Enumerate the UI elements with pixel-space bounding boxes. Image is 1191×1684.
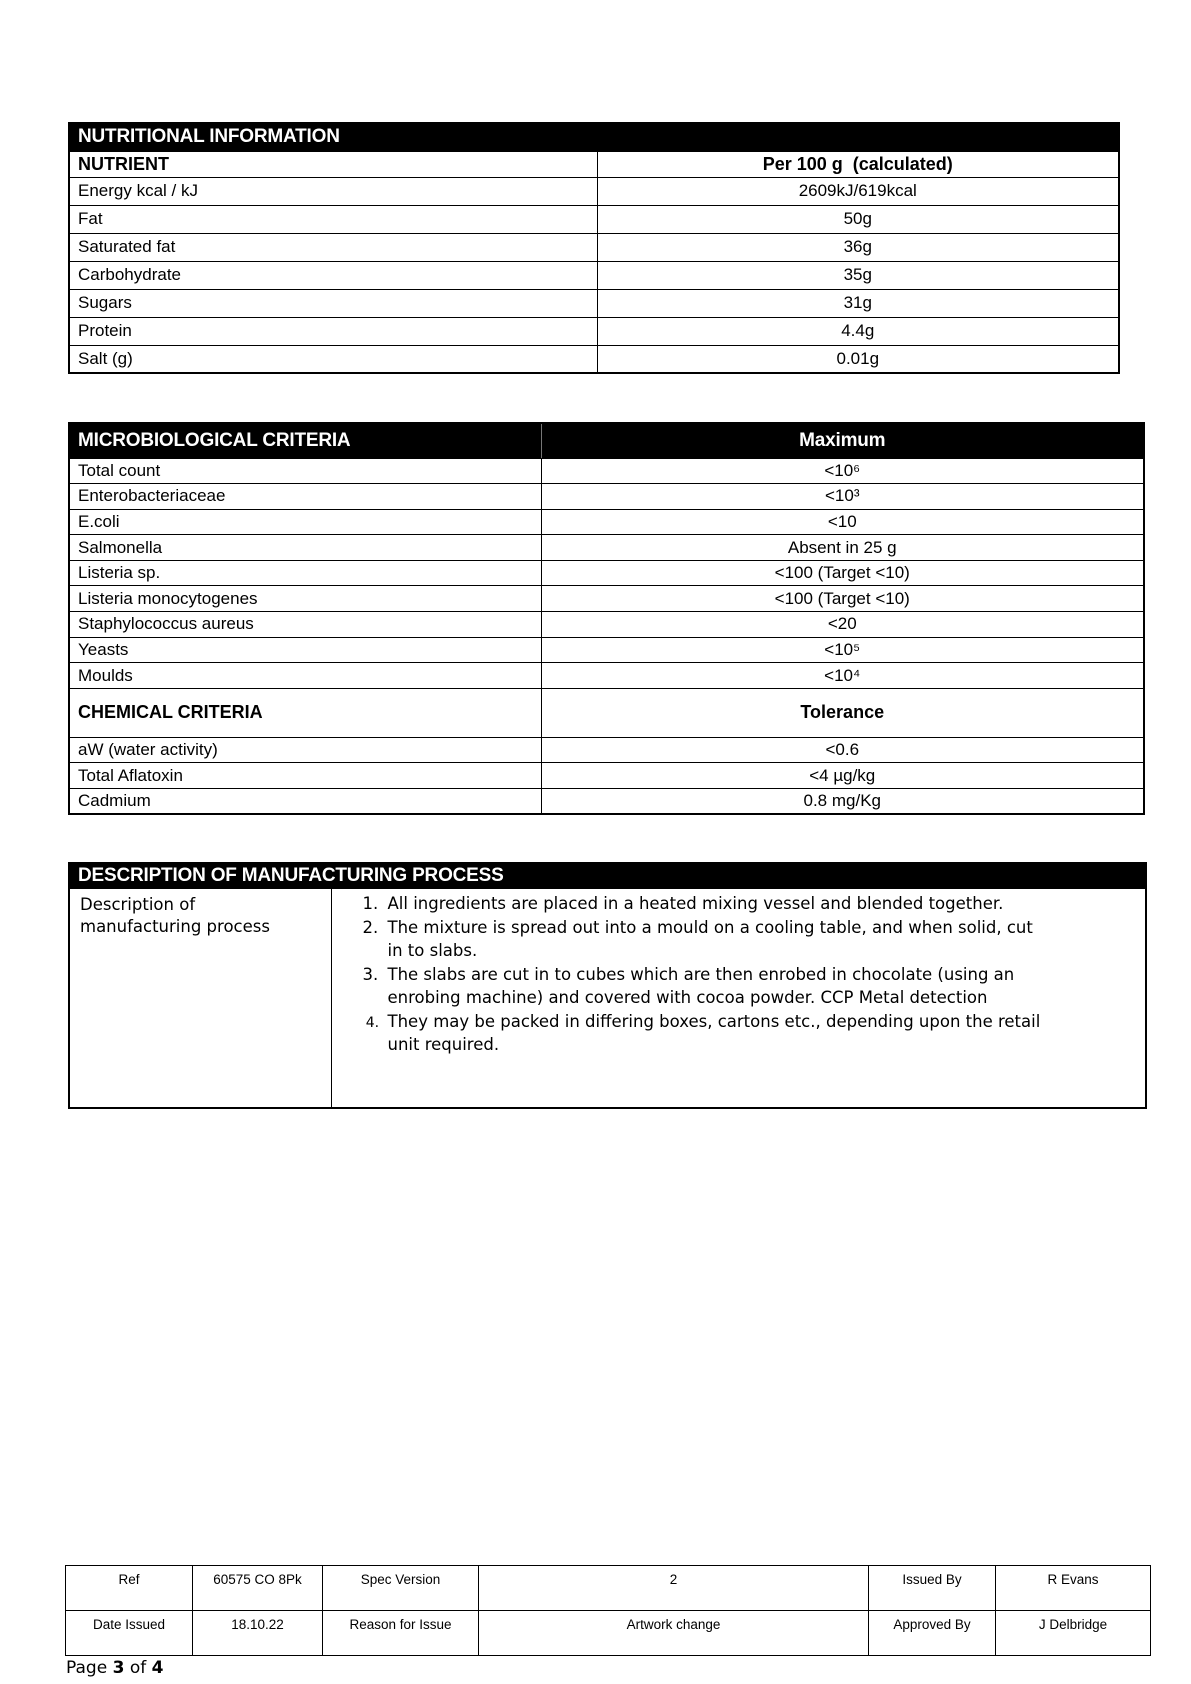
micro-table-header-bar	[69, 423, 1144, 458]
criterion-value: <10	[541, 509, 1144, 535]
ref-value: 60575 CO 8Pk	[193, 1566, 323, 1611]
table-row	[66, 1566, 1151, 1611]
nutrient-column-header: NUTRIENT	[69, 151, 597, 177]
criterion-value: <10⁶	[541, 458, 1144, 484]
process-step: 4. They may be packed in differing boxes, cartons etc., depending upon the retail unit required.	[384, 1010, 1050, 1056]
table-row	[66, 1611, 1151, 1656]
nutrient-name: Sugars	[69, 289, 597, 317]
table-row	[69, 205, 1119, 233]
reason-for-issue-label: Reason for Issue	[323, 1611, 479, 1656]
criterion-value: <100 (Target <10)	[541, 586, 1144, 612]
chemical-criteria-title: CHEMICAL CRITERIA	[69, 688, 541, 737]
microbiological-criteria-table	[68, 422, 1145, 815]
nutrient-name: Salt (g)	[69, 345, 597, 373]
nutrient-name: Fat	[69, 205, 597, 233]
approved-by-label: Approved By	[869, 1611, 996, 1656]
criterion-name: Listeria monocytogenes	[69, 586, 541, 612]
criterion-name: Enterobacteriaceae	[69, 484, 541, 510]
table-row	[69, 612, 1144, 638]
table-row	[69, 763, 1144, 789]
process-steps-list	[338, 892, 1050, 1056]
page-indicator-current: 3	[112, 1658, 125, 1678]
tolerance-column-header: Tolerance	[541, 688, 1144, 737]
nutrient-name: Energy kcal / kJ	[69, 177, 597, 205]
process-row-label: Description of manufacturing process	[69, 889, 331, 1108]
page-indicator-total: 4	[151, 1658, 164, 1678]
process-step: 2. The mixture is spread out into a mould on a cooling table, and when solid, cut in to slabs.	[384, 916, 1050, 962]
table-row	[69, 560, 1144, 586]
chemical-criteria-header-row	[69, 688, 1144, 737]
spec-version-label: Spec Version	[323, 1566, 479, 1611]
criterion-name: Total Aflatoxin	[69, 763, 541, 789]
table-row	[69, 535, 1144, 561]
ref-label: Ref	[66, 1566, 193, 1611]
per-100g-column-header: Per 100 g (calculated)	[597, 151, 1119, 177]
table-row	[69, 289, 1119, 317]
criterion-name: Salmonella	[69, 535, 541, 561]
nutrition-table	[68, 122, 1120, 374]
criterion-name: Total count	[69, 458, 541, 484]
maximum-column-header: Maximum	[541, 423, 1144, 458]
criterion-name: aW (water activity)	[69, 737, 541, 763]
criterion-name: Yeasts	[69, 637, 541, 663]
criterion-name: Cadmium	[69, 789, 541, 815]
spec-version-value: 2	[479, 1566, 869, 1611]
nutrient-value: 50g	[597, 205, 1119, 233]
criterion-value: 0.8 mg/Kg	[541, 789, 1144, 815]
criterion-name: Staphylococcus aureus	[69, 612, 541, 638]
table-row	[69, 637, 1144, 663]
table-row	[69, 789, 1144, 815]
criterion-name: E.coli	[69, 509, 541, 535]
process-table-title: DESCRIPTION OF MANUFACTURING PROCESS	[69, 863, 1146, 889]
table-row	[69, 458, 1144, 484]
table-row	[69, 233, 1119, 261]
criterion-value: <10⁵	[541, 637, 1144, 663]
table-row	[69, 317, 1119, 345]
micro-table-title: MICROBIOLOGICAL CRITERIA	[69, 423, 541, 458]
nutrient-value: 35g	[597, 261, 1119, 289]
criterion-value: <10³	[541, 484, 1144, 510]
document-control-table	[65, 1565, 1151, 1656]
process-steps-cell	[331, 889, 1146, 1108]
nutrition-table-header-bar	[69, 123, 1119, 151]
issued-by-value: R Evans	[996, 1566, 1151, 1611]
table-row	[69, 261, 1119, 289]
table-row	[69, 509, 1144, 535]
nutrient-value: 2609kJ/619kcal	[597, 177, 1119, 205]
issued-by-label: Issued By	[869, 1566, 996, 1611]
criterion-name: Moulds	[69, 663, 541, 689]
date-issued-value: 18.10.22	[193, 1611, 323, 1656]
nutrition-column-header-row	[69, 151, 1119, 177]
nutrient-name: Protein	[69, 317, 597, 345]
page-indicator-separator: of	[129, 1658, 147, 1678]
criterion-value: <20	[541, 612, 1144, 638]
nutrient-value: 0.01g	[597, 345, 1119, 373]
process-body-row	[69, 889, 1146, 1108]
nutrient-name: Saturated fat	[69, 233, 597, 261]
page-indicator	[66, 1658, 163, 1678]
approved-by-value: J Delbridge	[996, 1611, 1151, 1656]
table-row	[69, 177, 1119, 205]
table-row	[69, 737, 1144, 763]
criterion-value: <100 (Target <10)	[541, 560, 1144, 586]
table-row	[69, 484, 1144, 510]
manufacturing-process-table	[68, 862, 1147, 1109]
criterion-value: Absent in 25 g	[541, 535, 1144, 561]
table-row	[69, 586, 1144, 612]
table-row	[69, 663, 1144, 689]
criterion-value: <4 µg/kg	[541, 763, 1144, 789]
reason-for-issue-value: Artwork change	[479, 1611, 869, 1656]
process-table-header-bar	[69, 863, 1146, 889]
table-row	[69, 345, 1119, 373]
date-issued-label: Date Issued	[66, 1611, 193, 1656]
page-indicator-prefix: Page	[66, 1658, 108, 1678]
nutrient-value: 31g	[597, 289, 1119, 317]
criterion-name: Listeria sp.	[69, 560, 541, 586]
criterion-value: <0.6	[541, 737, 1144, 763]
process-step: 3. The slabs are cut in to cubes which are then enrobed in chocolate (using an enrobing machine) and covered with cocoa powder. CCP Metal detection	[384, 963, 1050, 1009]
nutrient-value: 36g	[597, 233, 1119, 261]
nutrient-value: 4.4g	[597, 317, 1119, 345]
criterion-value: <10⁴	[541, 663, 1144, 689]
nutrition-table-title: NUTRITIONAL INFORMATION	[69, 123, 1119, 151]
nutrient-name: Carbohydrate	[69, 261, 597, 289]
process-step: 1. All ingredients are placed in a heated mixing vessel and blended together.	[384, 892, 1050, 915]
